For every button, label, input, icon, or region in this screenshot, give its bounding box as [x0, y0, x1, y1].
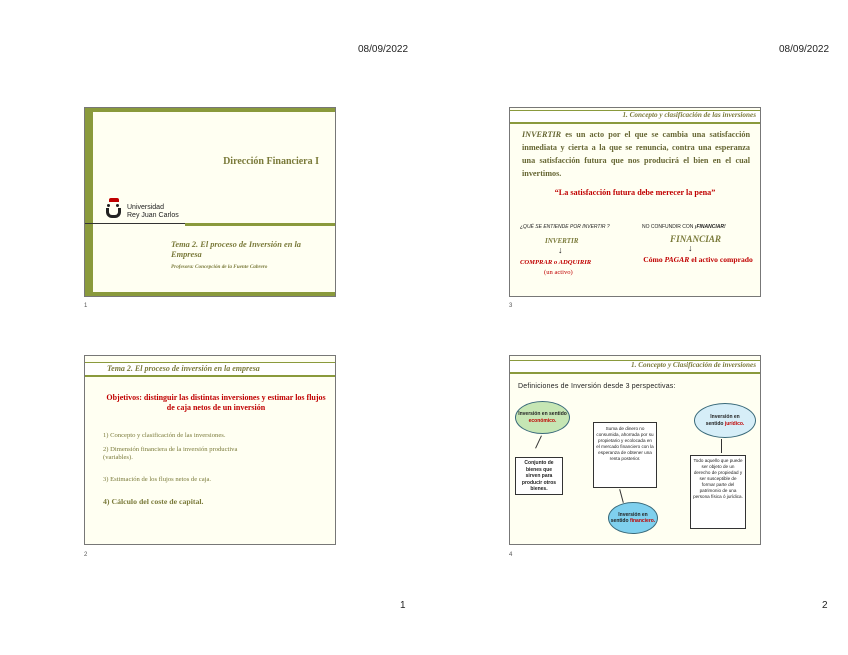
connector-line	[721, 439, 722, 453]
question-invertir: ¿QUÉ SE ENTIENDE POR INVERTIR ?	[520, 224, 610, 230]
box-financial-definition: Suma de dinero no consumida, ahorrada por su propietario y ecolocada en el mercado financiero con la esperanza de obtener una renta posterior.	[593, 422, 657, 488]
objectives-text: Objetivos: distinguir las distintas inversiones y estimar los flujos de caja netos de un inversión	[106, 393, 326, 412]
page-number-left: 1	[400, 600, 406, 611]
list-item: 2) Dimensión financiera de la inversión productiva (variables).	[103, 446, 238, 461]
box-economic-definition: Conjunto de bienes que sirven para producir otros bienes.	[515, 457, 563, 495]
slide-title: 1. Concepto y Clasificación de inversiones	[631, 361, 756, 369]
slide-number-4: 4	[509, 552, 513, 558]
slide-number-3: 3	[509, 303, 513, 309]
quote: “La satisfacción futura debe merecer la pena”	[554, 188, 716, 197]
slide-3	[509, 107, 761, 297]
ellipse-economic: Inversión en sentido económico.	[515, 401, 570, 434]
connector-line	[535, 435, 542, 448]
slide-title: Tema 2. El proceso de inversión en la empresa	[107, 364, 260, 373]
title-band	[510, 360, 760, 374]
slide-4	[509, 355, 761, 545]
label-pagar: Cómo PAGAR el activo comprado	[643, 255, 753, 264]
list-item: 4) Cálculo del coste de capital.	[103, 497, 204, 506]
slide-top-bar	[85, 108, 335, 112]
title-band	[510, 110, 760, 124]
label-invertir: INVERTIR	[545, 237, 579, 245]
list-item: 3) Estimación de los flujos netos de caja.	[103, 476, 212, 483]
label-financiar: FINANCIAR	[670, 234, 722, 244]
box-legal-definition: Todo aquello que puede ser objeto de un derecho de propiedad y ser susceptible de formar parte del patrimonio de una persona física ó jurídica.	[690, 455, 746, 529]
slide-number-2: 2	[84, 552, 88, 558]
header-date-left: 08/09/2022	[358, 44, 409, 55]
topic-title: Tema 2. El proceso de Inversión en la Empresa	[171, 240, 301, 259]
slide-2	[84, 355, 336, 545]
ellipse-financial: Inversión en sentido financiero.	[608, 502, 658, 534]
title-band	[85, 362, 335, 377]
slide-title: 1. Concepto y clasificación de las inversiones	[622, 111, 756, 119]
label-comprar: COMPRAR o ADQUIRIR	[520, 259, 592, 266]
logo-text: Universidad Rey Juan Carlos	[127, 204, 179, 219]
slide-1	[84, 107, 336, 297]
slide-left-bar	[85, 108, 93, 296]
definition-text: INVERTIR es un acto por el que se cambia una satisfacción inmediata y cierta a la que se renuncia, contra una esperanza una satisfacción futura que nos producirá el bien en el cual invertimos.	[522, 130, 750, 178]
logo-rule	[85, 223, 195, 224]
ellipse-legal: Inversión en sentido jurídico.	[694, 403, 756, 438]
page-number-right: 2	[822, 600, 828, 611]
connector-line	[619, 489, 624, 503]
header-date-right: 08/09/2022	[779, 44, 830, 55]
title-rule	[185, 223, 335, 226]
arrow-down-icon: ↓	[558, 245, 563, 255]
label-activo: (un activo)	[544, 269, 573, 276]
list-item: 1) Concepto y clasificación de las inversiones.	[103, 432, 226, 439]
subtitle: Definiciones de Inversión desde 3 perspectivas:	[518, 383, 676, 390]
professor-name: Profesora: Concepción de la Fuente Cabrero	[171, 264, 268, 270]
university-logo	[105, 198, 123, 218]
slide-title: Dirección Financiera I	[223, 156, 319, 167]
question-financiar: NO CONFUNDIR CON ¡FINANCIAR!	[642, 224, 726, 230]
slide-number-1: 1	[84, 303, 88, 309]
arrow-down-icon: ↓	[688, 243, 693, 253]
slide-bottom-bar	[85, 292, 335, 296]
